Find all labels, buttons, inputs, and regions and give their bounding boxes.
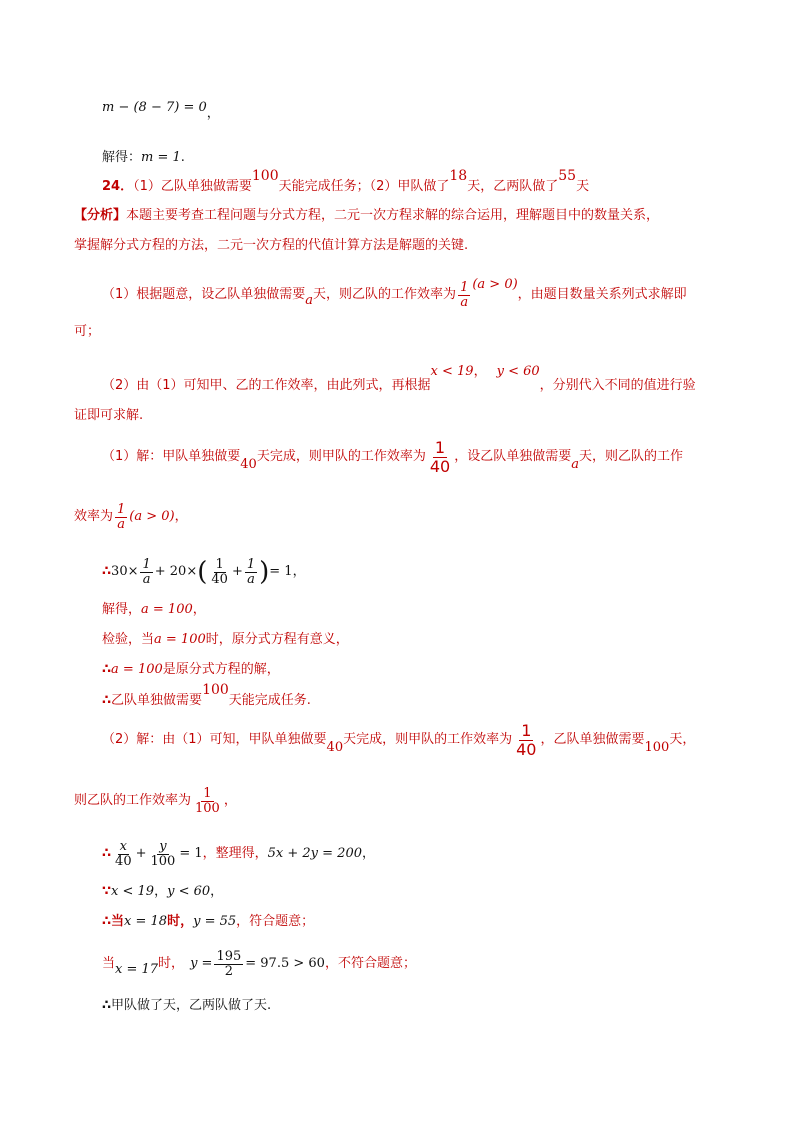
solution-line (74, 496, 188, 538)
number: 40 (326, 740, 344, 755)
analysis-tag: 【分析】 (74, 208, 127, 223)
math-expression: a = 100 (154, 632, 206, 647)
solution-line (102, 148, 185, 168)
fraction (113, 840, 134, 869)
fraction (193, 787, 222, 816)
therefore-symbol: ∴ (102, 846, 112, 861)
number: 40 (240, 457, 257, 472)
math-expression: y < 60 (167, 884, 211, 899)
math-variable: a (571, 457, 579, 472)
number: 18 (449, 168, 468, 184)
math-expression: 30× (111, 564, 139, 579)
text: . (180, 150, 185, 165)
math-expression: a = 100 (141, 602, 193, 617)
text: ，由题目数量关系列式求解即 (517, 287, 687, 302)
text: （2）解：由（1）可知，甲队单独做要 (102, 732, 327, 747)
text: 天， (669, 732, 696, 747)
numerator: x (119, 838, 127, 854)
numerator: 1 (246, 556, 256, 572)
fraction (115, 503, 127, 532)
punctuation: ， (223, 793, 237, 808)
text: 天能完成任务. (228, 693, 311, 708)
fraction (428, 439, 452, 476)
numerator: 1 (215, 556, 224, 572)
numerator: 1 (460, 279, 469, 295)
math-expression: (a > 0) (472, 277, 518, 292)
text: 本题主要考查工程问题与分式方程，二元一次方程求解的综合运用，理解题目中的数量关系， (126, 208, 660, 223)
math-expression: y = (190, 956, 213, 971)
numerator: 1 (521, 720, 532, 740)
denominator: 100 (150, 853, 176, 869)
math-expression: x = 18 (124, 914, 168, 929)
solution-line (102, 942, 416, 986)
number: 100 (644, 740, 670, 755)
text: 掌握解分式方程的方法，二元一次方程的代值计算方法是解题的关键. (74, 238, 469, 253)
number: 55 (558, 168, 577, 184)
text: ，分别代入不同的值进行验 (539, 378, 696, 393)
math-expression: (a > 0) (129, 509, 175, 524)
solution-line (102, 682, 311, 711)
math-expression: x < 19 (111, 884, 155, 899)
math-expression: = 1 (269, 564, 293, 579)
fraction (209, 558, 230, 587)
text: 检验，当 (102, 632, 155, 647)
therefore-symbol: ∴ (102, 662, 112, 677)
math-expression: y = 55 (193, 914, 237, 929)
question-number: 24． (102, 179, 134, 194)
operator: + (231, 564, 243, 579)
text: 天，则乙队的工作效率为 (313, 287, 457, 302)
math-expression: = 1 (179, 846, 203, 861)
fraction (214, 950, 243, 979)
therefore-symbol: ∴ (102, 693, 112, 708)
punctuation: ， (292, 564, 306, 579)
math-expression: a = 100 (111, 662, 163, 677)
solution-line (102, 718, 695, 762)
answer-line (102, 168, 590, 197)
text: 天完成，则甲队的工作效率为 (343, 732, 513, 747)
text: 解得， (102, 602, 142, 617)
equation-line (102, 98, 220, 121)
fraction (514, 722, 538, 759)
denominator: 40 (516, 739, 537, 759)
punctuation: ， (473, 364, 487, 379)
math-expression: y < 60 (496, 364, 540, 379)
solution-line (102, 882, 223, 902)
because-symbol: ∵ (102, 884, 112, 899)
text: 时， (158, 956, 185, 971)
fraction (458, 281, 470, 310)
analysis-line (74, 406, 143, 426)
text: 是原分式方程的解， (162, 662, 280, 677)
solution-line (102, 660, 280, 680)
text: ，符合题意； (236, 914, 315, 929)
math-expression: x = 17 (115, 962, 159, 977)
punctuation: ， (362, 846, 376, 861)
text: 可； (74, 324, 101, 339)
solution-line (102, 630, 349, 650)
punctuation: ， (210, 884, 224, 899)
solution-line (102, 550, 306, 594)
punctuation: ， (206, 106, 220, 121)
left-paren: ( (197, 557, 208, 587)
numerator: 195 (216, 948, 242, 964)
numerator: 1 (434, 437, 446, 457)
math-expression: m = 1 (141, 150, 181, 165)
therefore-symbol: ∴ (102, 998, 112, 1013)
analysis-line (102, 273, 687, 317)
analysis-line (74, 322, 100, 342)
conclusion-line (102, 996, 271, 1016)
text: 天能完成任务；（2）甲队做了 (278, 179, 450, 194)
punctuation: ， (154, 884, 168, 899)
text: （1）根据题意，设乙队单独做需要 (102, 287, 306, 302)
solution-line (102, 600, 206, 620)
analysis-line (74, 236, 468, 256)
text: ∴当 (102, 914, 125, 929)
text: ，整理得， (202, 846, 268, 861)
denominator: 40 (429, 456, 451, 476)
text: 效率为 (74, 509, 114, 524)
text: （1）解：甲队单独做要 (102, 449, 241, 464)
text: 天，乙两队做了 (467, 179, 559, 194)
fraction (245, 558, 257, 587)
solution-line (102, 912, 314, 932)
text: 解得： (102, 150, 142, 165)
fraction (149, 840, 178, 869)
denominator: a (142, 571, 151, 587)
text: ，不符合题意； (324, 956, 416, 971)
math-variable: a (305, 293, 314, 308)
solution-line (102, 834, 375, 874)
punctuation: ， (174, 509, 188, 524)
numerator: y (159, 838, 167, 854)
solution-line (102, 436, 683, 478)
number: 100 (202, 682, 229, 698)
numerator: 1 (142, 556, 151, 572)
math-expression: + 20× (154, 564, 198, 579)
denominator: a (460, 294, 469, 310)
text: （2）由（1）可知甲、乙的工作效率，由此列式，再根据 (102, 378, 431, 393)
solution-line (74, 780, 237, 822)
math-expression: 5x + 2y = 200 (267, 846, 362, 861)
text: 甲队做了天，乙两队做了天. (111, 998, 272, 1013)
text: 天完成，则甲队的工作效率为 (256, 449, 426, 464)
punctuation: ， (192, 602, 206, 617)
text: 证即可求解. (74, 408, 144, 423)
math-expression: = 97.5 > 60 (245, 956, 325, 971)
text: 当 (102, 956, 116, 971)
numerator: 1 (117, 501, 126, 517)
denominator: a (247, 571, 255, 587)
text: （1）乙队单独做需要 (133, 179, 252, 194)
math-expression: x < 19 (430, 364, 474, 379)
analysis-line (102, 356, 696, 396)
text: ，乙队单独做需要 (540, 732, 645, 747)
text: 天，则乙队的工作 (578, 449, 683, 464)
denominator: 100 (195, 800, 220, 816)
analysis-line (74, 206, 659, 226)
text: 时，原分式方程有意义， (205, 632, 349, 647)
fraction (140, 558, 152, 587)
numerator: 1 (203, 785, 212, 801)
number: 100 (251, 168, 279, 184)
math-expression: m − (8 − 7) = 0 (102, 100, 207, 115)
right-paren: ) (259, 557, 270, 587)
denominator: 2 (224, 963, 233, 979)
denominator: 40 (115, 853, 132, 869)
text: ，设乙队单独做需要 (454, 449, 572, 464)
therefore-symbol: ∴ (102, 564, 112, 579)
denominator: a (117, 516, 126, 532)
operator: + (135, 846, 147, 861)
text: 乙队单独做需要 (111, 693, 203, 708)
text: 天 (576, 179, 590, 194)
denominator: 40 (211, 571, 228, 587)
text: 则乙队的工作效率为 (74, 793, 192, 808)
text: 时， (167, 914, 194, 929)
